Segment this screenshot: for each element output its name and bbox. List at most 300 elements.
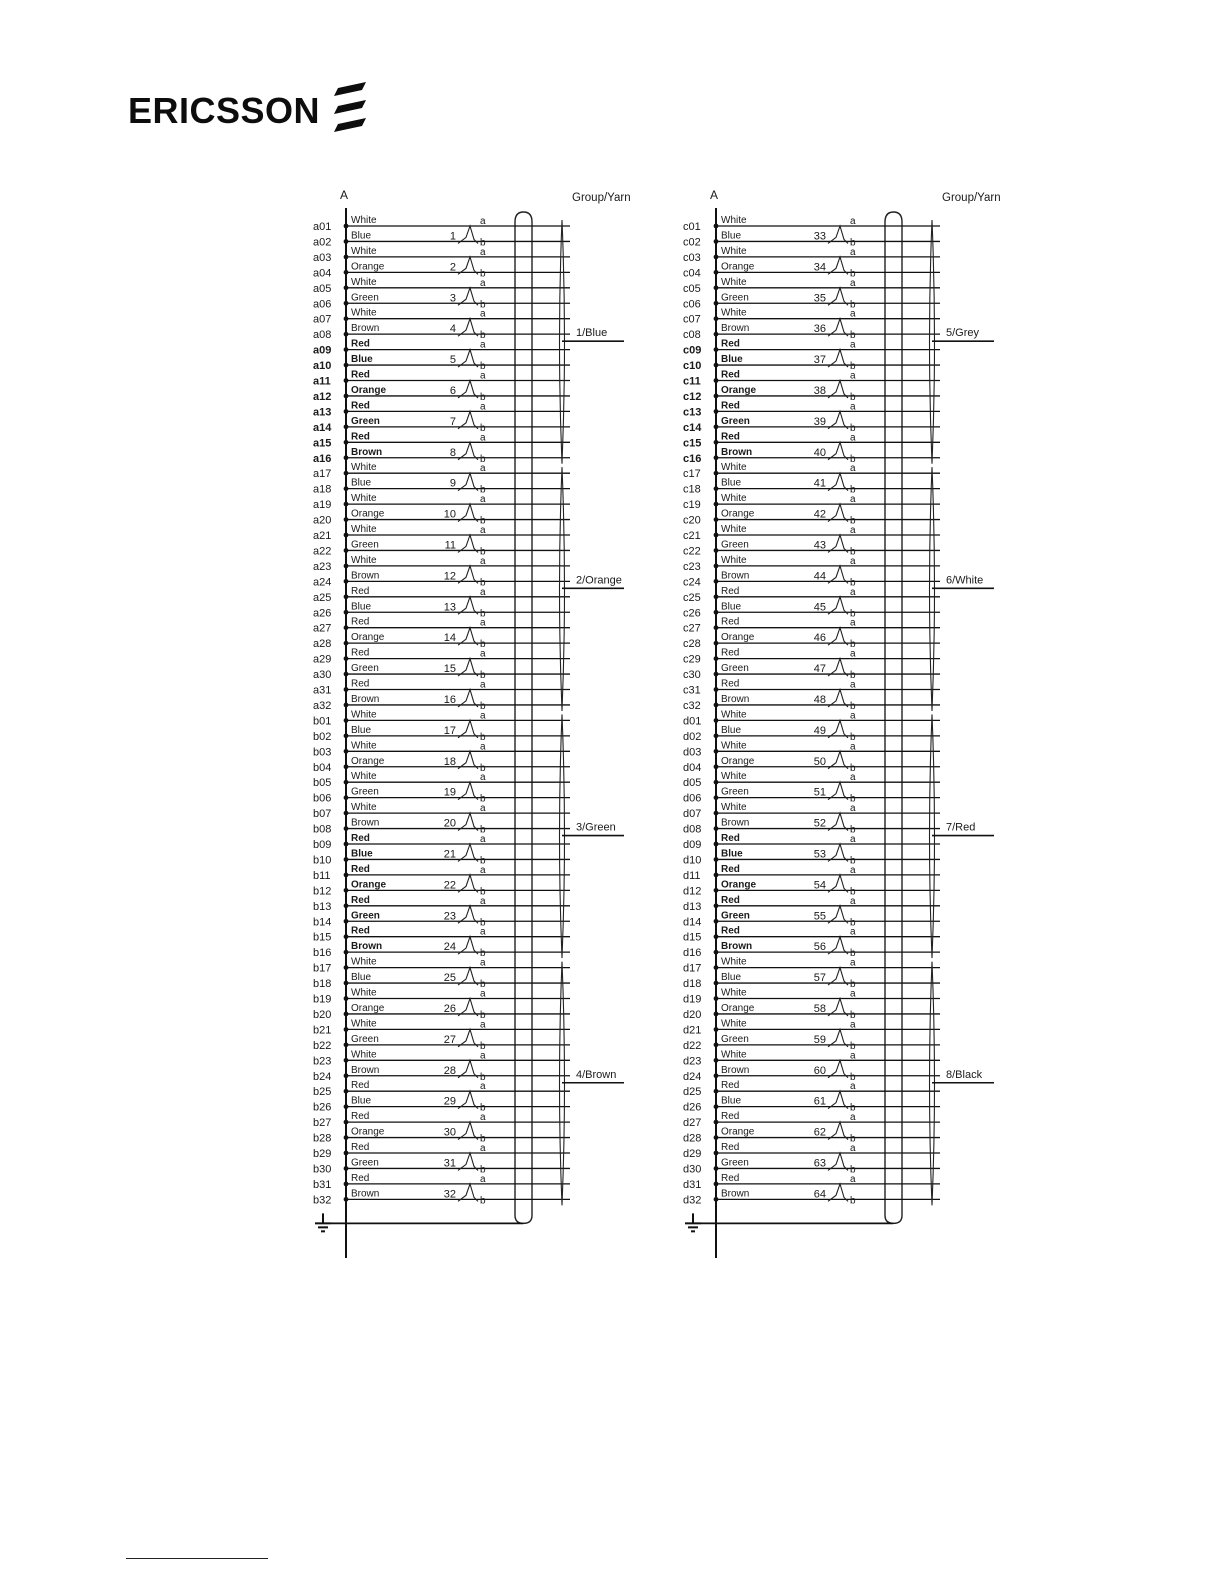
pair-number: 40 — [813, 446, 826, 459]
pin-terminal-dot — [344, 316, 349, 321]
wire-color-label: Red — [721, 431, 740, 443]
pin-label: b11 — [313, 869, 331, 882]
pin-label: d09 — [683, 839, 702, 851]
wire-color-label: Brown — [721, 1064, 750, 1076]
pin-label: d27 — [683, 1117, 702, 1130]
pair-number: 19 — [443, 786, 456, 799]
pin-terminal-dot — [714, 1073, 719, 1078]
pair-wire-b-label: b — [480, 762, 486, 774]
pair-number: 4 — [449, 323, 456, 336]
pin-terminal-dot — [344, 1135, 349, 1140]
pair-number: 12 — [443, 570, 456, 583]
pin-label: c31 — [683, 684, 701, 697]
wire-color-label: White — [721, 740, 747, 752]
pin-terminal-dot — [344, 332, 349, 337]
pin-terminal-dot — [344, 548, 349, 553]
pair-wire-b-label: b — [850, 824, 856, 836]
pin-terminal-dot — [344, 347, 349, 352]
pin-label: a01 — [313, 221, 332, 233]
pin-label: a13 — [313, 406, 332, 419]
wire-color-label: Red — [721, 925, 740, 937]
pin-terminal-dot — [344, 224, 349, 229]
group-yarn-label: 8/Black — [946, 1068, 983, 1081]
pin-terminal-dot — [714, 1120, 719, 1125]
pair-wire-a-label: a — [480, 277, 486, 289]
wire-color-label: White — [721, 1049, 747, 1061]
pair-wire-a-label: a — [480, 1112, 486, 1124]
pin-label: a27 — [313, 622, 332, 635]
wire-color-label: Green — [351, 663, 379, 675]
pin-terminal-dot — [344, 255, 349, 260]
pin-label: a22 — [313, 545, 332, 558]
wire-color-label: Blue — [351, 848, 373, 860]
pair-wire-a-label: a — [480, 926, 486, 938]
pin-label: d06 — [683, 792, 702, 805]
pin-terminal-dot — [714, 1058, 719, 1063]
pair-number: 32 — [443, 1188, 456, 1201]
pin-terminal-dot — [714, 1197, 719, 1202]
wire-color-label: Red — [351, 1142, 370, 1153]
pair-wire-b-label: b — [850, 391, 856, 403]
wire-color-label: White — [351, 276, 377, 288]
pin-terminal-dot — [714, 950, 719, 955]
wire-color-label: Red — [351, 647, 370, 659]
wire-color-label: Green — [721, 786, 749, 798]
pin-label: a12 — [313, 390, 332, 403]
pair-wire-b-label: b — [480, 515, 486, 527]
pair-wire-b-label: b — [480, 639, 486, 651]
pair-wire-b-label: b — [850, 639, 856, 651]
pin-label: d11 — [683, 869, 701, 882]
pin-terminal-dot — [714, 610, 719, 615]
pin-label: b10 — [313, 854, 332, 867]
pair-wire-b-label: b — [850, 1164, 856, 1176]
wire-color-label: Red — [721, 863, 740, 875]
pair-number: 18 — [443, 755, 456, 768]
wire-color-label: Brown — [721, 817, 750, 829]
pair-wire-a-label: a — [850, 710, 856, 722]
pin-label: a32 — [313, 699, 332, 712]
wire-color-label: Red — [721, 1172, 740, 1184]
wire-color-label: White — [351, 709, 377, 721]
pair-wire-a-label: a — [850, 432, 856, 444]
wire-color-label: Blue — [351, 354, 373, 366]
pin-terminal-dot — [344, 502, 349, 507]
pin-label: a11 — [313, 375, 331, 388]
pin-terminal-dot — [714, 718, 719, 723]
pair-number: 33 — [813, 230, 826, 243]
wire-color-label: Brown — [351, 570, 380, 582]
wire-color-label: Green — [721, 663, 749, 675]
pin-terminal-dot — [714, 1182, 719, 1187]
wire-color-label: White — [351, 802, 377, 814]
pin-terminal-dot — [344, 440, 349, 445]
pair-number: 15 — [443, 663, 456, 676]
wire-color-label: Red — [721, 369, 740, 381]
wire-color-label: Orange — [721, 755, 755, 767]
pair-wire-a-label: a — [480, 1173, 486, 1185]
pin-label: d30 — [683, 1163, 702, 1176]
wire-color-label: Red — [351, 1172, 370, 1184]
pair-wire-b-label: b — [850, 268, 856, 280]
pair-wire-a-label: a — [480, 741, 486, 753]
pair-wire-b-label: b — [850, 1009, 856, 1021]
pin-terminal-dot — [344, 1027, 349, 1032]
pin-terminal-dot — [714, 533, 719, 538]
wire-color-label: Orange — [351, 632, 385, 644]
pair-wire-b-label: b — [850, 577, 856, 589]
pair-number: 56 — [813, 941, 826, 954]
pin-label: a31 — [313, 684, 332, 697]
pair-wire-b-label: b — [480, 1071, 486, 1083]
pair-wire-a-label: a — [850, 1050, 856, 1062]
pair-number: 28 — [443, 1064, 456, 1077]
wire-color-label: Red — [351, 925, 370, 937]
wire-color-label: White — [721, 245, 747, 257]
pair-number: 17 — [443, 724, 456, 737]
pair-wire-a-label: a — [850, 246, 856, 258]
wire-color-label: Brown — [721, 570, 750, 582]
pin-label: a09 — [313, 344, 332, 357]
pin-terminal-dot — [344, 517, 349, 522]
wire-color-label: Green — [721, 910, 750, 922]
pin-terminal-dot — [714, 965, 719, 970]
pair-wire-a-label: a — [480, 370, 486, 382]
wire-color-label: Red — [721, 1080, 740, 1092]
wire-color-label: White — [351, 554, 377, 566]
wire-color-label: Red — [351, 833, 370, 844]
wire-color-label: Red — [351, 1111, 370, 1123]
pin-label: a20 — [313, 514, 332, 527]
pin-label: a06 — [313, 298, 332, 311]
wire-color-label: Green — [721, 1033, 749, 1045]
pin-terminal-dot — [714, 285, 719, 290]
pin-label: c26 — [683, 607, 701, 620]
wire-color-label: Blue — [721, 724, 742, 736]
group-yarn-header: Group/Yarn — [572, 192, 631, 204]
wire-color-label: White — [351, 1049, 377, 1061]
pin-terminal-dot — [344, 1073, 349, 1078]
pin-terminal-dot — [344, 625, 349, 630]
pin-terminal-dot — [714, 857, 719, 862]
pair-wire-a-label: a — [480, 339, 486, 351]
pair-number: 20 — [443, 817, 456, 830]
pin-label: a21 — [313, 530, 332, 542]
wire-color-label: White — [721, 956, 747, 968]
pair-number: 14 — [443, 632, 456, 645]
pair-wire-b-label: b — [850, 793, 856, 805]
pair-wire-b-label: b — [850, 237, 856, 249]
pin-label: c32 — [683, 699, 701, 712]
pin-terminal-dot — [714, 1166, 719, 1171]
wire-color-label: Blue — [721, 230, 742, 242]
pair-wire-a-label: a — [850, 648, 856, 660]
pair-number: 6 — [449, 384, 456, 397]
pin-label: b08 — [313, 823, 332, 836]
pin-label: a02 — [313, 236, 332, 249]
cable-sheath-loop — [515, 212, 532, 1223]
pair-number: 24 — [443, 941, 456, 954]
wire-color-label: Red — [351, 678, 370, 690]
pair-wire-a-label: a — [480, 586, 486, 598]
pair-number: 55 — [813, 910, 826, 923]
pin-terminal-dot — [344, 687, 349, 692]
wire-color-label: Blue — [721, 354, 743, 366]
pin-terminal-dot — [344, 239, 349, 244]
wire-color-label: Green — [721, 1157, 749, 1169]
wire-color-label: Brown — [351, 817, 380, 829]
pair-number: 36 — [813, 323, 826, 336]
pin-label: b16 — [313, 947, 332, 960]
pin-terminal-dot — [344, 533, 349, 538]
pin-terminal-dot — [714, 625, 719, 630]
pin-label: a28 — [313, 638, 332, 651]
pin-label: d16 — [683, 947, 702, 960]
pin-terminal-dot — [714, 1104, 719, 1109]
pair-number: 64 — [813, 1188, 826, 1201]
pair-wire-a-label: a — [480, 679, 486, 691]
pin-terminal-dot — [714, 996, 719, 1001]
pair-wire-a-label: a — [850, 216, 856, 227]
pin-terminal-dot — [344, 486, 349, 491]
pin-terminal-dot — [344, 424, 349, 429]
pair-number: 38 — [813, 384, 826, 397]
pin-terminal-dot — [344, 301, 349, 306]
pair-wire-a-label: a — [850, 1112, 856, 1124]
pin-terminal-dot — [714, 873, 719, 878]
pin-terminal-dot — [714, 1027, 719, 1032]
pair-number: 11 — [444, 539, 456, 552]
pin-label: c02 — [683, 236, 701, 249]
pin-terminal-dot — [714, 409, 719, 414]
pair-number: 48 — [813, 693, 826, 706]
pair-wire-b-label: b — [850, 608, 856, 620]
wire-color-label: Brown — [721, 323, 750, 335]
pair-wire-b-label: b — [850, 515, 856, 527]
wire-color-label: Brown — [351, 941, 383, 953]
pin-label: d25 — [683, 1086, 702, 1099]
pair-number: 52 — [813, 817, 826, 830]
panel-header: A — [710, 188, 719, 202]
pair-number: 13 — [443, 601, 456, 614]
pair-number: 35 — [813, 292, 826, 305]
pin-label: d04 — [683, 761, 702, 774]
pin-terminal-dot — [344, 285, 349, 290]
pin-terminal-dot — [344, 888, 349, 893]
wire-color-label: Blue — [721, 1095, 742, 1107]
pair-number: 26 — [443, 1002, 456, 1015]
pin-terminal-dot — [714, 780, 719, 785]
pair-wire-b-label: b — [480, 855, 486, 867]
pair-number: 63 — [813, 1157, 826, 1170]
pin-label: b20 — [313, 1008, 332, 1021]
cable-sheath-loop — [885, 212, 902, 1223]
pair-wire-a-label: a — [480, 525, 486, 536]
pin-terminal-dot — [714, 1089, 719, 1094]
pair-number: 34 — [813, 261, 826, 274]
pair-wire-a-label: a — [850, 864, 856, 876]
group-yarn-label: 3/Green — [576, 821, 616, 834]
pin-terminal-dot — [714, 919, 719, 924]
pin-label: d19 — [683, 993, 702, 1006]
pair-number: 22 — [443, 879, 456, 892]
pin-terminal-dot — [344, 1042, 349, 1047]
pair-number: 39 — [813, 415, 826, 428]
pair-wire-a-label: a — [850, 494, 856, 506]
pair-wire-b-label: b — [480, 237, 486, 249]
pin-label: c28 — [683, 638, 701, 651]
pair-wire-b-label: b — [850, 670, 856, 682]
pin-terminal-dot — [714, 517, 719, 522]
wire-color-label: White — [721, 1018, 747, 1030]
wire-color-label: Orange — [721, 632, 755, 644]
pin-label: b17 — [313, 962, 332, 975]
pin-label: c30 — [683, 669, 701, 682]
wire-color-label: White — [351, 740, 377, 752]
pair-wire-a-label: a — [850, 1143, 856, 1154]
wire-color-label: Orange — [351, 384, 387, 396]
wire-color-label: Red — [721, 678, 740, 690]
pin-terminal-dot — [714, 564, 719, 569]
pin-label: c19 — [683, 499, 701, 512]
wire-color-label: Orange — [351, 508, 385, 520]
wire-color-label: Blue — [351, 477, 372, 489]
group-yarn-label: 4/Brown — [576, 1068, 617, 1081]
pin-label: a10 — [313, 360, 332, 373]
wire-color-label: Blue — [721, 477, 742, 489]
pair-wire-b-label: b — [480, 670, 486, 682]
pair-wire-a-label: a — [480, 308, 486, 320]
pin-label: c01 — [683, 221, 701, 233]
wire-color-label: Green — [351, 539, 379, 551]
pin-label: d07 — [683, 808, 702, 821]
group-yarn-label: 5/Grey — [946, 327, 980, 340]
pair-wire-a-label: a — [850, 1081, 856, 1093]
pin-label: d17 — [683, 962, 702, 975]
pair-wire-a-label: a — [480, 555, 486, 567]
pin-label: c16 — [683, 452, 702, 465]
pair-number: 51 — [813, 786, 826, 799]
wire-color-label: Orange — [351, 1002, 385, 1014]
wire-color-label: Blue — [351, 724, 372, 736]
wire-color-label: Blue — [721, 848, 743, 860]
wire-color-label: White — [721, 276, 747, 288]
pin-label: b24 — [313, 1070, 332, 1083]
pair-wire-b-label: b — [480, 731, 486, 743]
pair-wire-a-label: a — [480, 1143, 486, 1154]
pin-label: b27 — [313, 1117, 332, 1130]
pair-wire-b-label: b — [480, 608, 486, 620]
wire-color-label: White — [351, 524, 377, 535]
pin-label: a18 — [313, 483, 332, 496]
wire-color-label: White — [721, 709, 747, 721]
pair-wire-b-label: b — [850, 1195, 856, 1207]
pin-label: a24 — [313, 576, 332, 589]
pair-wire-b-label: b — [480, 391, 486, 403]
pair-number: 5 — [449, 354, 456, 367]
pin-terminal-dot — [714, 548, 719, 553]
pin-terminal-dot — [714, 1135, 719, 1140]
pair-number: 54 — [813, 879, 826, 892]
pair-wire-b-label: b — [480, 361, 486, 373]
pair-number: 31 — [443, 1157, 456, 1170]
pair-wire-a-label: a — [480, 216, 486, 227]
pin-terminal-dot — [344, 455, 349, 460]
pair-wire-b-label: b — [480, 577, 486, 589]
pin-terminal-dot — [344, 641, 349, 646]
pin-label: c23 — [683, 560, 701, 573]
pin-label: d32 — [683, 1194, 702, 1207]
pair-wire-b-label: b — [480, 1164, 486, 1176]
pin-label: d03 — [683, 746, 702, 759]
pair-number: 16 — [443, 693, 456, 706]
pin-label: b12 — [313, 885, 332, 898]
pair-wire-a-label: a — [850, 1173, 856, 1185]
pair-number: 3 — [449, 292, 456, 305]
pin-terminal-dot — [714, 811, 719, 816]
pin-label: a14 — [313, 421, 332, 434]
pair-number: 47 — [813, 663, 826, 676]
pair-wire-b-label: b — [480, 422, 486, 434]
pair-wire-a-label: a — [480, 864, 486, 876]
pin-label: c17 — [683, 468, 701, 481]
pin-label: c11 — [683, 375, 701, 388]
pair-wire-a-label: a — [480, 617, 486, 629]
wire-color-label: Red — [721, 616, 740, 628]
pin-label: c25 — [683, 591, 701, 604]
pin-label: a25 — [313, 591, 332, 604]
pin-label: c27 — [683, 622, 701, 635]
pin-terminal-dot — [344, 703, 349, 708]
wire-color-label: Red — [351, 585, 370, 597]
pin-terminal-dot — [714, 471, 719, 476]
pair-number: 10 — [443, 508, 456, 521]
pin-terminal-dot — [344, 795, 349, 800]
pair-wire-b-label: b — [850, 546, 856, 558]
wire-color-label: White — [351, 987, 377, 999]
wire-color-label: White — [351, 1018, 377, 1030]
pin-label: d05 — [683, 777, 702, 790]
wire-color-label: Brown — [721, 446, 753, 458]
wire-color-label: Brown — [351, 1188, 380, 1200]
pair-wire-a-label: a — [850, 370, 856, 382]
wire-color-label: Orange — [721, 384, 757, 396]
pin-label: a07 — [313, 313, 332, 326]
wire-color-label: Blue — [721, 601, 742, 613]
wire-color-label: Red — [721, 1142, 740, 1153]
pin-terminal-dot — [344, 1058, 349, 1063]
pin-label: a30 — [313, 669, 332, 682]
pin-terminal-dot — [344, 718, 349, 723]
pin-label: b15 — [313, 931, 332, 944]
pair-wire-b-label: b — [850, 1040, 856, 1052]
footnote-separator — [126, 1558, 268, 1559]
pin-terminal-dot — [714, 363, 719, 368]
pin-label: d22 — [683, 1039, 702, 1052]
wire-color-label: Blue — [351, 972, 372, 984]
pair-number: 46 — [813, 632, 826, 645]
wire-color-label: Orange — [351, 755, 385, 767]
pin-label: d02 — [683, 730, 702, 743]
pin-label: c09 — [683, 344, 702, 357]
pin-label: c08 — [683, 329, 701, 342]
pair-wire-a-label: a — [480, 803, 486, 815]
pair-number: 9 — [449, 477, 456, 490]
pin-label: a08 — [313, 329, 332, 342]
pin-label: c13 — [683, 406, 702, 419]
pin-label: c15 — [683, 437, 702, 450]
wire-color-label: White — [351, 215, 377, 226]
